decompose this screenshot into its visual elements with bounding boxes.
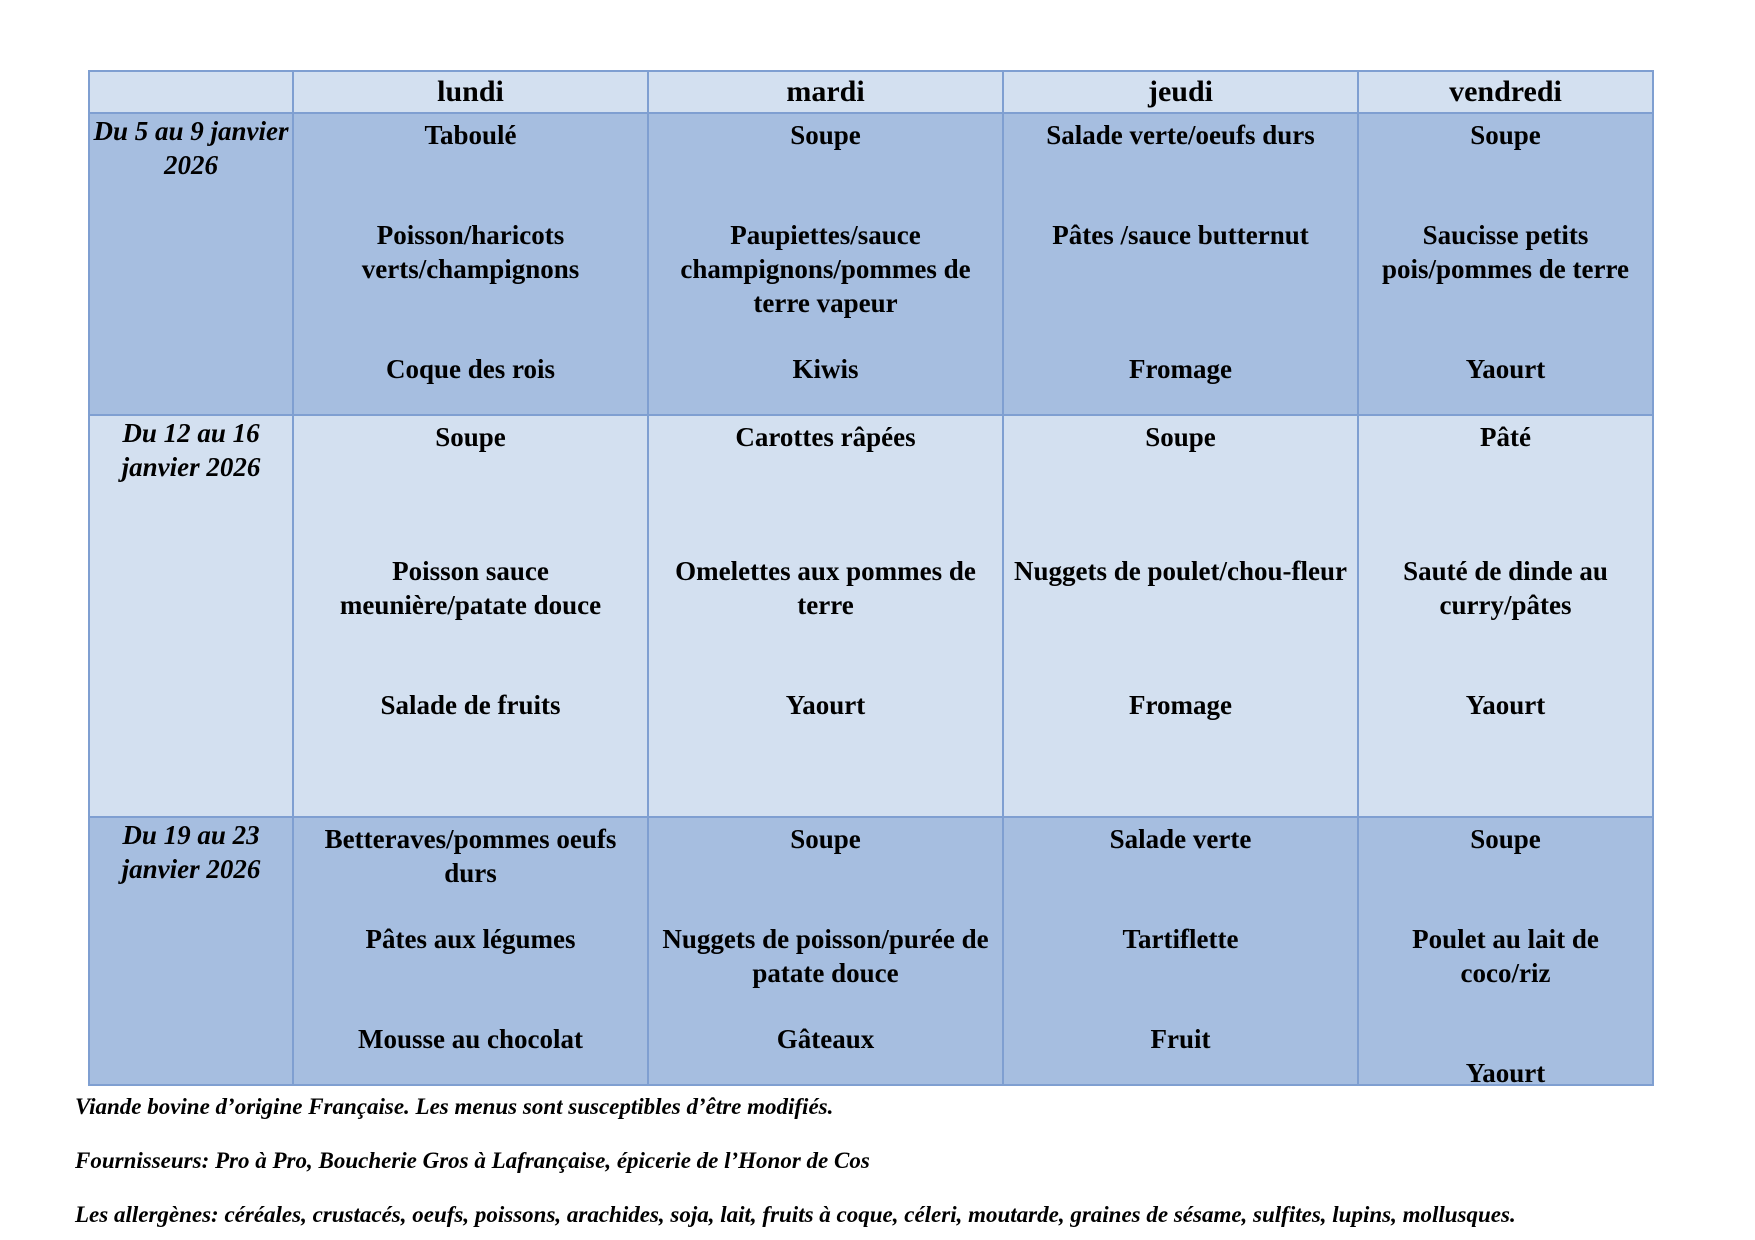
plat: Nuggets de poulet/chou-fleur: [1014, 556, 1347, 586]
entree: Salade verte: [1109, 824, 1252, 854]
header-day-lundi: lundi: [293, 71, 648, 113]
entree: Salade verte/oeufs durs: [1046, 120, 1315, 150]
meal-cell: [1358, 817, 1653, 1088]
week-label: Du 19 au 23 janvier 2026: [89, 817, 293, 1085]
week-row-1: [89, 113, 1653, 415]
meal-cell: [293, 817, 648, 1085]
dessert: Fruit: [1150, 1024, 1211, 1054]
note-viande: Viande bovine d’origine Française. Les menus sont susceptibles d’être modifiés.: [75, 1094, 834, 1119]
entree: Soupe: [1470, 824, 1541, 854]
meal-cell: [1003, 415, 1358, 817]
dessert: Fromage: [1129, 354, 1232, 384]
entree: Pâté: [1480, 422, 1531, 452]
week-row-3: [89, 817, 1653, 1085]
dessert: Mousse au chocolat: [358, 1024, 583, 1054]
dessert: Yaourt: [1465, 354, 1546, 384]
plat: Saucisse petits pois/pommes de terre: [1382, 220, 1629, 284]
entree: Betteraves/pommes oeufs durs: [324, 824, 617, 888]
dessert: Coque des rois: [385, 354, 556, 384]
meal-cell: [293, 113, 648, 415]
dessert: Kiwis: [792, 354, 859, 384]
dessert: Yaourt: [785, 690, 866, 720]
meal-cell: [648, 817, 1003, 1085]
entree: Soupe: [1470, 120, 1541, 150]
meal-cell: [1358, 415, 1653, 817]
dessert: Yaourt: [1465, 1058, 1546, 1088]
plat: Pâtes aux légumes: [365, 924, 576, 954]
plat: Poisson sauce meunière/patate douce: [339, 556, 602, 620]
header-row: [89, 71, 1653, 113]
note-fournisseurs: Fournisseurs: Pro à Pro, Boucherie Gros à Lafrançaise, épicerie de l’Honor de Cos: [75, 1148, 870, 1173]
plat: Paupiettes/sauce champignons/pommes de terre vapeur: [680, 220, 971, 318]
dessert: Gâteaux: [776, 1024, 875, 1054]
meal-cell: [293, 415, 648, 817]
plat: Pâtes /sauce butternut: [1052, 220, 1309, 250]
entree: Soupe: [435, 422, 506, 452]
week-row-2: [89, 415, 1653, 817]
header-corner: [89, 71, 293, 113]
entree: Soupe: [790, 824, 861, 854]
entree: Soupe: [1145, 422, 1216, 452]
entree: Taboulé: [424, 120, 517, 150]
meal-cell: [1358, 113, 1653, 415]
plat: Sauté de dinde au curry/pâtes: [1403, 556, 1608, 620]
entree: Soupe: [790, 120, 861, 150]
header-day-jeudi: jeudi: [1003, 71, 1358, 113]
meal-cell: [648, 415, 1003, 817]
meal-cell: [1003, 817, 1358, 1085]
dessert: Salade de fruits: [380, 690, 561, 720]
menu-table: [88, 70, 1654, 1086]
plat: Omelettes aux pommes de terre: [675, 556, 976, 620]
header-day-mardi: mardi: [648, 71, 1003, 113]
plat: Tartiflette: [1122, 924, 1239, 954]
header-day-vendredi: vendredi: [1358, 71, 1653, 113]
dessert: Yaourt: [1465, 690, 1546, 720]
week-label: Du 12 au 16 janvier 2026: [89, 415, 293, 817]
week-label: Du 5 au 9 janvier 2026: [89, 113, 293, 415]
plat: Poisson/haricots verts/champignons: [361, 220, 580, 284]
plat: Poulet au lait de coco/riz: [1412, 924, 1599, 988]
meal-cell: [1003, 113, 1358, 415]
meal-cell: [648, 113, 1003, 415]
dessert: Fromage: [1129, 690, 1232, 720]
entree: Carottes râpées: [735, 422, 916, 452]
plat: Nuggets de poisson/purée de patate douce: [662, 924, 989, 988]
note-allergenes: Les allergènes: céréales, crustacés, oeufs, poissons, arachides, soja, lait, fruits à coque, céleri, moutarde, graines de sésame, sulfites, lupins, mollusques.: [75, 1202, 1516, 1227]
